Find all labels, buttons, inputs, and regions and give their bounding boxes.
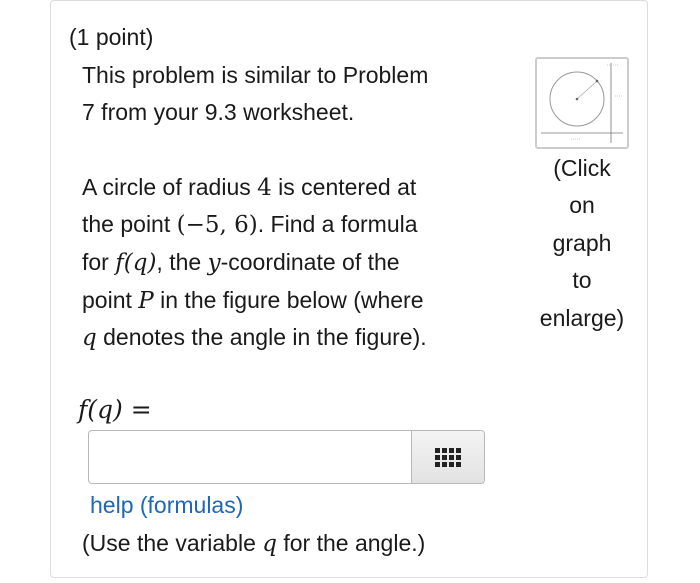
question-text: , the xyxy=(156,249,208,275)
enlarge-hint-line: enlarge) xyxy=(539,305,625,331)
grid-icon xyxy=(435,448,461,467)
variable-y: y xyxy=(207,250,221,276)
help-formulas-link[interactable]: help (formulas) xyxy=(90,492,244,518)
answer-box xyxy=(88,430,485,484)
question-text: -coordinate of the xyxy=(220,249,400,275)
enlarge-hint-line: on xyxy=(569,192,595,218)
question-text: A circle of radius xyxy=(82,174,258,200)
answer-function: f(q) xyxy=(78,395,123,424)
question-text: denotes the angle in the figure). xyxy=(96,324,427,350)
variable-hint xyxy=(82,530,425,558)
question-line-4 xyxy=(82,287,424,315)
equals-sign: = xyxy=(122,395,152,424)
variable-q: q xyxy=(82,325,97,351)
point-p: P xyxy=(138,288,154,314)
hint-text: for the angle.) xyxy=(276,530,426,556)
points-label: (1 point) xyxy=(69,24,154,50)
intro-line-1: This problem is similar to Problem xyxy=(82,62,429,88)
question-text: . Find a formula xyxy=(257,211,418,237)
radius-value: 4 xyxy=(257,175,272,201)
graph-thumbnail[interactable] xyxy=(535,57,629,149)
center-point: (−5, 6) xyxy=(176,212,258,238)
answer-label xyxy=(78,396,152,424)
hint-variable: q xyxy=(262,531,277,557)
question-line-1 xyxy=(82,174,416,202)
question-line-2 xyxy=(82,211,418,239)
hint-text: (Use the variable xyxy=(82,530,263,556)
equation-editor-button[interactable] xyxy=(411,431,484,483)
question-text: is centered at xyxy=(271,174,417,200)
enlarge-hint-line: graph xyxy=(552,230,612,256)
question-text: in the figure below (where xyxy=(153,287,424,313)
question-text: point xyxy=(82,287,139,313)
function-name: f(q) xyxy=(115,250,157,276)
question-line-3 xyxy=(82,249,400,277)
circle-graph-icon xyxy=(537,59,627,147)
enlarge-hint-line: (Click xyxy=(553,155,611,181)
intro-line-2: 7 from your 9.3 worksheet. xyxy=(82,99,355,125)
question-text: for xyxy=(82,249,116,275)
question-text: the point xyxy=(82,211,177,237)
question-line-5 xyxy=(82,324,427,352)
answer-input[interactable] xyxy=(89,431,431,483)
enlarge-hint-line: to xyxy=(572,267,592,293)
